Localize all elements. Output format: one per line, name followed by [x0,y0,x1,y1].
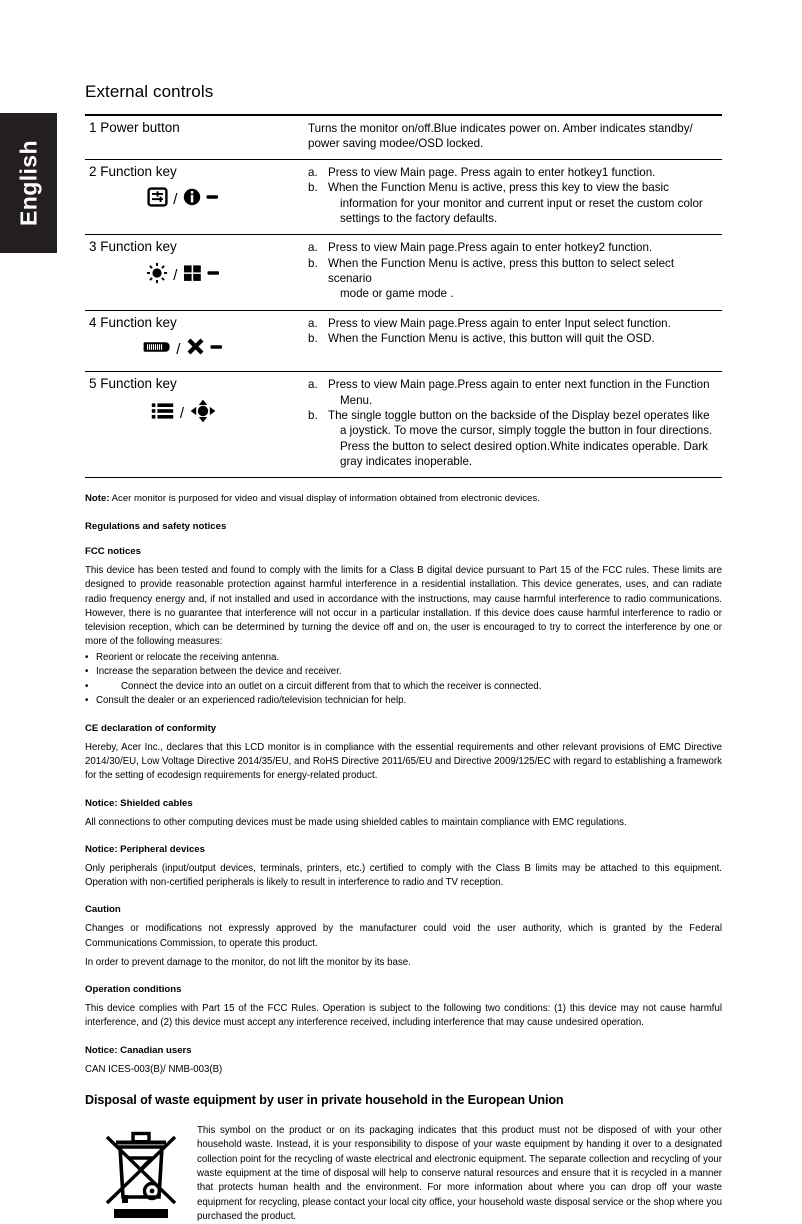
control-icon-group [89,262,292,288]
list-text: When the Function Menu is active, press this key to view the basic [328,181,669,195]
list-marker: a. [308,378,318,392]
dash-icon [206,264,221,287]
control-description-cell [298,235,722,310]
bullet-icon: • [85,695,89,707]
note-line [85,493,722,506]
note-text: Acer monitor is purposed for video and visual display of information obtained from electronic devices. [109,493,540,505]
control-name-cell [85,235,298,310]
list-item [85,694,722,709]
note-label: Note: [85,493,110,505]
control-description [308,240,718,301]
table-row [85,160,722,235]
control-description [308,165,718,226]
list-text: Press to view Main page.Press again to enter next function in the Function [328,378,710,392]
caution-paragraph: Changes or modifications not expressly approved by the manufacturer could void the user authority, which is granted by the Federal Communications Commission, to operate this product. [85,923,722,949]
control-name-cell [85,310,298,372]
operation-conditions-paragraph: This device complies with Part 15 of the FCC Rules. Operation is subject to the following two conditions: (1) this device may not cause harmful interference, and (2) this device must accept any interference received, including interference that may cause undesired operation. [85,1003,722,1029]
language-tab [0,113,57,253]
bullet-icon: • [85,680,89,692]
dash-icon [209,338,224,361]
list-item [308,165,718,180]
list-text: Increase the separation between the device and receiver. [96,666,342,678]
list-item [308,377,718,408]
list-text: Press to view Main page.Press again to enter hotkey2 function. [328,241,653,255]
bullet-icon: • [85,666,89,678]
control-description [308,377,718,469]
list-text: Reorient or relocate the receiving antenna. [96,651,280,663]
shielded-cables-paragraph: All connections to other computing devices must be made using shielded cables to maintain compliance with EMC regulations. [85,816,627,828]
control-description-cell [298,310,722,372]
grid-four-icon [183,264,202,287]
list-text: Press to view Main page.Press again to enter Input select function. [328,316,671,330]
list-menu-icon [151,402,174,425]
fcc-measures-list [85,651,722,709]
list-text: The single toggle button on the backside of the Display bezel operates like [328,408,710,422]
list-text: When the Function Menu is active, press this button to select select scenario [328,256,675,285]
control-description-cell [298,115,722,160]
control-icon-group [89,399,292,425]
list-item [308,256,718,302]
list-text-continuation: Menu. [340,393,373,407]
list-text-continuation: a joystick. To move the cursor, simply toggle the button in four directions. Press the button to select desired option.White indicates operable. Dark gray indicates inoperable. [340,424,713,468]
list-text-continuation: mode or game mode . [340,287,454,301]
control-name-cell [85,372,298,478]
disposal-paragraph: This symbol on the product or on its packaging indicates that this product must not be disposed of with your other household waste. Instead, it is your responsibility to dispose of your waste equipment by handing it over to a designated collection point for the recycling of waste electrical and electronic equipment. The separate collection and recycling of your waste equipment at the time of disposal will help to conserve natural resources and ensure that it is recycled in a manner that protects human health and the environment. For more information about where you can drop off your waste equipment for recycling, please contact your local city office, your household waste disposal service or the shop where you purchased the product. [197,1124,722,1222]
list-item [308,316,718,331]
hdmi-input-icon [143,339,171,360]
list-marker: b. [308,181,318,195]
operation-conditions-heading: Operation conditions [85,984,182,996]
fcc-notices-heading: FCC notices [85,546,141,558]
external-controls-table [85,114,722,478]
control-description-cell [298,160,722,235]
table-row [85,372,722,478]
control-icon-group [89,187,292,213]
language-tab-label: English [15,140,41,226]
list-marker: b. [308,331,318,345]
list-item [85,651,722,666]
table-row [85,235,722,310]
list-text: Connect the device into an outlet on a circuit different from that to which the receiver is connected. [121,680,542,692]
close-x-icon [186,337,205,361]
canadian-users-heading: Notice: Canadian users [85,1044,192,1056]
control-name: 3 Function key [89,239,177,255]
table-row [85,310,722,372]
brightness-sun-icon [146,262,168,289]
list-marker: a. [308,316,318,330]
slash-separator: / [179,405,185,423]
control-icon-group [89,337,292,363]
peripheral-devices-heading: Notice: Peripheral devices [85,843,205,855]
list-text-continuation: information for your monitor and current input or reset the custom color settings to the factory defaults. [340,196,703,226]
table-row [85,115,722,160]
ce-declaration-paragraph: Hereby, Acer Inc., declares that this LCD monitor is in compliance with the essential requirements and other relevant provisions of EMC Directive 2014/30/EU, Low Voltage Directive 2014/35/EU, and RoHS Directive 2011/65/EU and Directive 2009/125/EC with regard to establishing a framework for the setting of ecodesign requirements for energy-related product. [85,741,722,782]
list-text: When the Function Menu is active, this button will quit the OSD. [328,331,655,345]
list-marker: b. [308,256,318,270]
disposal-block [85,1121,722,1224]
osd-menu-icon [147,187,168,212]
control-description-cell [298,372,722,478]
list-item [308,180,718,226]
dash-icon [205,188,220,211]
control-name: 4 Function key [89,314,177,330]
list-text: Press to view Main page. Press again to enter hotkey1 function. [328,166,656,180]
shielded-cables-heading: Notice: Shielded cables [85,797,193,809]
list-marker: a. [308,166,318,180]
peripheral-devices-paragraph: Only peripherals (input/output devices, terminals, printers, etc.) certified to comply with the Class B limits may be attached to this equipment. Operation with non-certified peripherals is likely to result in interference to radio and TV reception. [85,862,722,889]
control-name-cell [85,160,298,235]
list-item [308,240,718,255]
crossed-out-wheelie-bin-icon [85,1121,197,1224]
list-marker: a. [308,241,318,255]
control-name-cell [85,115,298,160]
joystick-four-way-icon [190,399,216,428]
fcc-notices-paragraph: This device has been tested and found to comply with the limits for a Class B digital device pursuant to Part 15 of the FCC rules. These limits are designed to provide reasonable protection against harmful interference in a residential installation. This device generates, uses, and can radiate radio frequency energy and, if not installed and used in accordance with the instructions, may cause harmful interference to radio communications. However, there is no guarantee that interference will not occur in a particular installation. If this device does cause harmful interference to radio or television reception, which can be determined by turning the device off and on, the user is encouraged to try to correct the interference by one or more of the following measures: [85,565,722,648]
list-text: Consult the dealer or an experienced radio/television technician for help. [96,695,407,707]
control-description [308,316,718,347]
slash-separator: / [176,340,181,358]
slash-separator: / [173,267,178,285]
control-name: 1 Power button [89,120,180,135]
list-item [85,665,722,680]
list-item [308,408,718,469]
regulations-heading: Regulations and safety notices [85,521,227,533]
disposal-heading: Disposal of waste equipment by user in private household in the European Union [85,1092,564,1107]
ce-declaration-heading: CE declaration of conformity [85,722,217,734]
list-marker: b. [308,408,318,422]
caution-heading: Caution [85,904,121,916]
control-name: 2 Function key [89,164,177,180]
bullet-icon: • [85,651,89,663]
slash-separator: / [173,191,178,208]
canadian-users-paragraph: CAN ICES-003(B)/ NMB-003(B) [85,1063,223,1075]
list-item [85,680,722,695]
list-item [308,331,718,346]
page-content [85,0,722,1224]
page-title: External controls [85,82,214,101]
caution-paragraph-2: In order to prevent damage to the monitor, do not lift the monitor by its base. [85,956,411,968]
control-name: 5 Function key [89,376,177,392]
control-description: Turns the monitor on/off.Blue indicates power on. Amber indicates standby/ power saving modee/OSD locked. [308,122,693,151]
info-circle-icon [183,188,201,211]
